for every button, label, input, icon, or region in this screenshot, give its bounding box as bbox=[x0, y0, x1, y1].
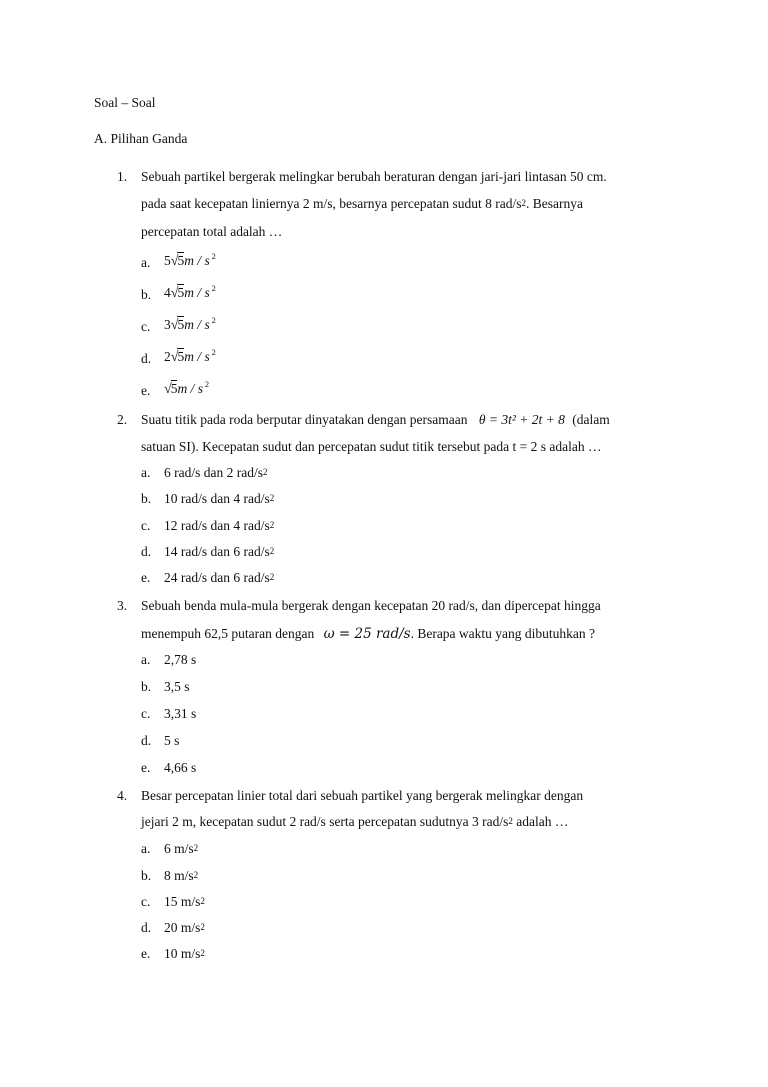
option-label: 10 rad/s dan 4 rad/s bbox=[164, 491, 270, 506]
option-label: 6 rad/s dan 2 rad/s bbox=[164, 465, 263, 480]
superscript: 2 bbox=[508, 816, 513, 826]
coefficient: 5 bbox=[164, 253, 171, 268]
superscript: 2 bbox=[521, 198, 526, 208]
option-formula bbox=[164, 382, 209, 397]
option-letter: b. bbox=[141, 287, 152, 302]
option-text: 5 s bbox=[164, 733, 180, 748]
option-label: 6 m/s bbox=[164, 841, 194, 856]
radicand: 5 bbox=[177, 285, 185, 300]
option-label: 15 m/s bbox=[164, 894, 201, 909]
unit: m / s bbox=[184, 253, 210, 268]
equation: ω = 25 rad/s bbox=[323, 626, 411, 642]
question-number: 1. bbox=[117, 169, 128, 184]
option-text: 3,31 s bbox=[164, 706, 197, 721]
option-label: 20 m/s bbox=[164, 920, 201, 935]
option-label: 10 m/s bbox=[164, 946, 201, 961]
option-text: 2,78 s bbox=[164, 652, 197, 667]
option-letter: d. bbox=[141, 544, 152, 559]
superscript: 2 bbox=[193, 870, 199, 880]
option-letter: c. bbox=[141, 518, 151, 533]
option-text: 4,66 s bbox=[164, 760, 197, 775]
option-letter: b. bbox=[141, 679, 152, 694]
superscript: 2 bbox=[193, 843, 199, 853]
option-label: 14 rad/s dan 6 rad/s bbox=[164, 544, 270, 559]
sqrt-symbol: √5 bbox=[170, 349, 185, 365]
exponent: 2 bbox=[204, 380, 209, 389]
option-letter: c. bbox=[141, 894, 151, 909]
radicand: 5 bbox=[177, 253, 185, 268]
question-number: 4. bbox=[117, 788, 128, 803]
option-letter: a. bbox=[141, 255, 151, 270]
question-text-line: Besar percepatan linier total dari sebuah partikel yang bergerak melingkar dengan bbox=[141, 788, 584, 803]
superscript: 2 bbox=[269, 520, 275, 530]
exponent: 2 bbox=[211, 284, 216, 293]
question-text-segment: (dalam bbox=[572, 412, 610, 427]
question-text-line: percepatan total adalah … bbox=[141, 224, 283, 239]
question-text-line bbox=[141, 815, 568, 829]
question-text-segment: adalah … bbox=[512, 814, 569, 829]
option-label: 24 rad/s dan 6 rad/s bbox=[164, 570, 270, 585]
option-letter: e. bbox=[141, 946, 151, 961]
option-letter: d. bbox=[141, 733, 152, 748]
superscript: 2 bbox=[262, 467, 268, 477]
unit: m / s bbox=[184, 349, 210, 364]
exponent: 2 bbox=[211, 252, 216, 261]
option-letter: e. bbox=[141, 760, 151, 775]
option-formula bbox=[164, 350, 216, 365]
option-letter: b. bbox=[141, 868, 152, 883]
question-text-line bbox=[141, 627, 595, 642]
option-letter: a. bbox=[141, 652, 151, 667]
superscript: 2 bbox=[200, 896, 205, 906]
exponent: 2 bbox=[211, 316, 216, 325]
question-text-segment: pada saat kecepatan liniernya 2 m/s, besarnya percepatan sudut 8 rad/s bbox=[141, 196, 522, 211]
sqrt-symbol: √5 bbox=[170, 253, 185, 269]
superscript: 2 bbox=[269, 546, 275, 556]
option-text: 3,5 s bbox=[164, 679, 190, 694]
question-text-line: Sebuah partikel bergerak melingkar berubah beraturan dengan jari-jari lintasan 50 cm. bbox=[141, 169, 607, 184]
exponent: 2 bbox=[211, 348, 216, 357]
unit: m / s bbox=[177, 381, 203, 396]
option-letter: c. bbox=[141, 319, 151, 334]
superscript: 2 bbox=[269, 493, 275, 503]
question-number: 2. bbox=[117, 412, 128, 427]
option-label: 12 rad/s dan 4 rad/s bbox=[164, 518, 270, 533]
option-letter: d. bbox=[141, 920, 152, 935]
question-text-segment: menempuh 62,5 putaran dengan bbox=[141, 626, 315, 641]
equation: θ = 3t² + 2t + 8 bbox=[478, 412, 565, 427]
question-text-line bbox=[141, 413, 610, 427]
option-text bbox=[164, 842, 198, 856]
sqrt-symbol: √5 bbox=[170, 285, 185, 301]
option-label: 8 m/s bbox=[164, 868, 194, 883]
question-text-line bbox=[141, 197, 583, 211]
option-letter: d. bbox=[141, 351, 152, 366]
question-text-segment: . Besarnya bbox=[525, 196, 583, 211]
coefficient: 4 bbox=[164, 285, 171, 300]
option-formula bbox=[164, 254, 216, 269]
option-text bbox=[164, 519, 274, 533]
radicand: 5 bbox=[170, 381, 178, 396]
option-text bbox=[164, 545, 274, 559]
superscript: 2 bbox=[200, 948, 205, 958]
option-letter: b. bbox=[141, 491, 152, 506]
question-text-segment: jejari 2 m, kecepatan sudut 2 rad/s serta percepatan sudutnya 3 rad/s bbox=[141, 814, 509, 829]
option-text bbox=[164, 921, 205, 935]
option-letter: c. bbox=[141, 706, 151, 721]
coefficient: 2 bbox=[164, 349, 171, 364]
page-title: Soal – Soal bbox=[94, 95, 156, 110]
option-letter: a. bbox=[141, 465, 151, 480]
sqrt-symbol: √5 bbox=[170, 317, 185, 333]
sqrt-symbol: √5 bbox=[164, 381, 178, 397]
question-number: 3. bbox=[117, 598, 128, 613]
question-text-line: satuan SI). Kecepatan sudut dan percepatan sudut titik tersebut pada t = 2 s adalah … bbox=[141, 439, 602, 454]
option-text bbox=[164, 492, 274, 506]
option-letter: e. bbox=[141, 383, 151, 398]
option-letter: a. bbox=[141, 841, 151, 856]
option-letter: e. bbox=[141, 570, 151, 585]
option-text bbox=[164, 571, 274, 585]
unit: m / s bbox=[184, 285, 210, 300]
question-text-line: Sebuah benda mula-mula bergerak dengan kecepatan 20 rad/s, dan dipercepat hingga bbox=[141, 598, 601, 613]
option-text bbox=[164, 869, 198, 883]
option-formula bbox=[164, 318, 216, 333]
radicand: 5 bbox=[177, 317, 185, 332]
section-heading: A. Pilihan Ganda bbox=[94, 131, 188, 146]
radicand: 5 bbox=[177, 349, 185, 364]
coefficient: 3 bbox=[164, 317, 171, 332]
option-formula bbox=[164, 286, 216, 301]
option-text bbox=[164, 895, 205, 909]
unit: m / s bbox=[184, 317, 210, 332]
option-text bbox=[164, 947, 205, 961]
superscript: 2 bbox=[269, 572, 275, 582]
superscript: 2 bbox=[200, 922, 205, 932]
question-text-segment: . Berapa waktu yang dibutuhkan ? bbox=[410, 626, 596, 641]
question-text-segment: Suatu titik pada roda berputar dinyatakan dengan persamaan bbox=[141, 412, 468, 427]
option-text bbox=[164, 466, 267, 480]
